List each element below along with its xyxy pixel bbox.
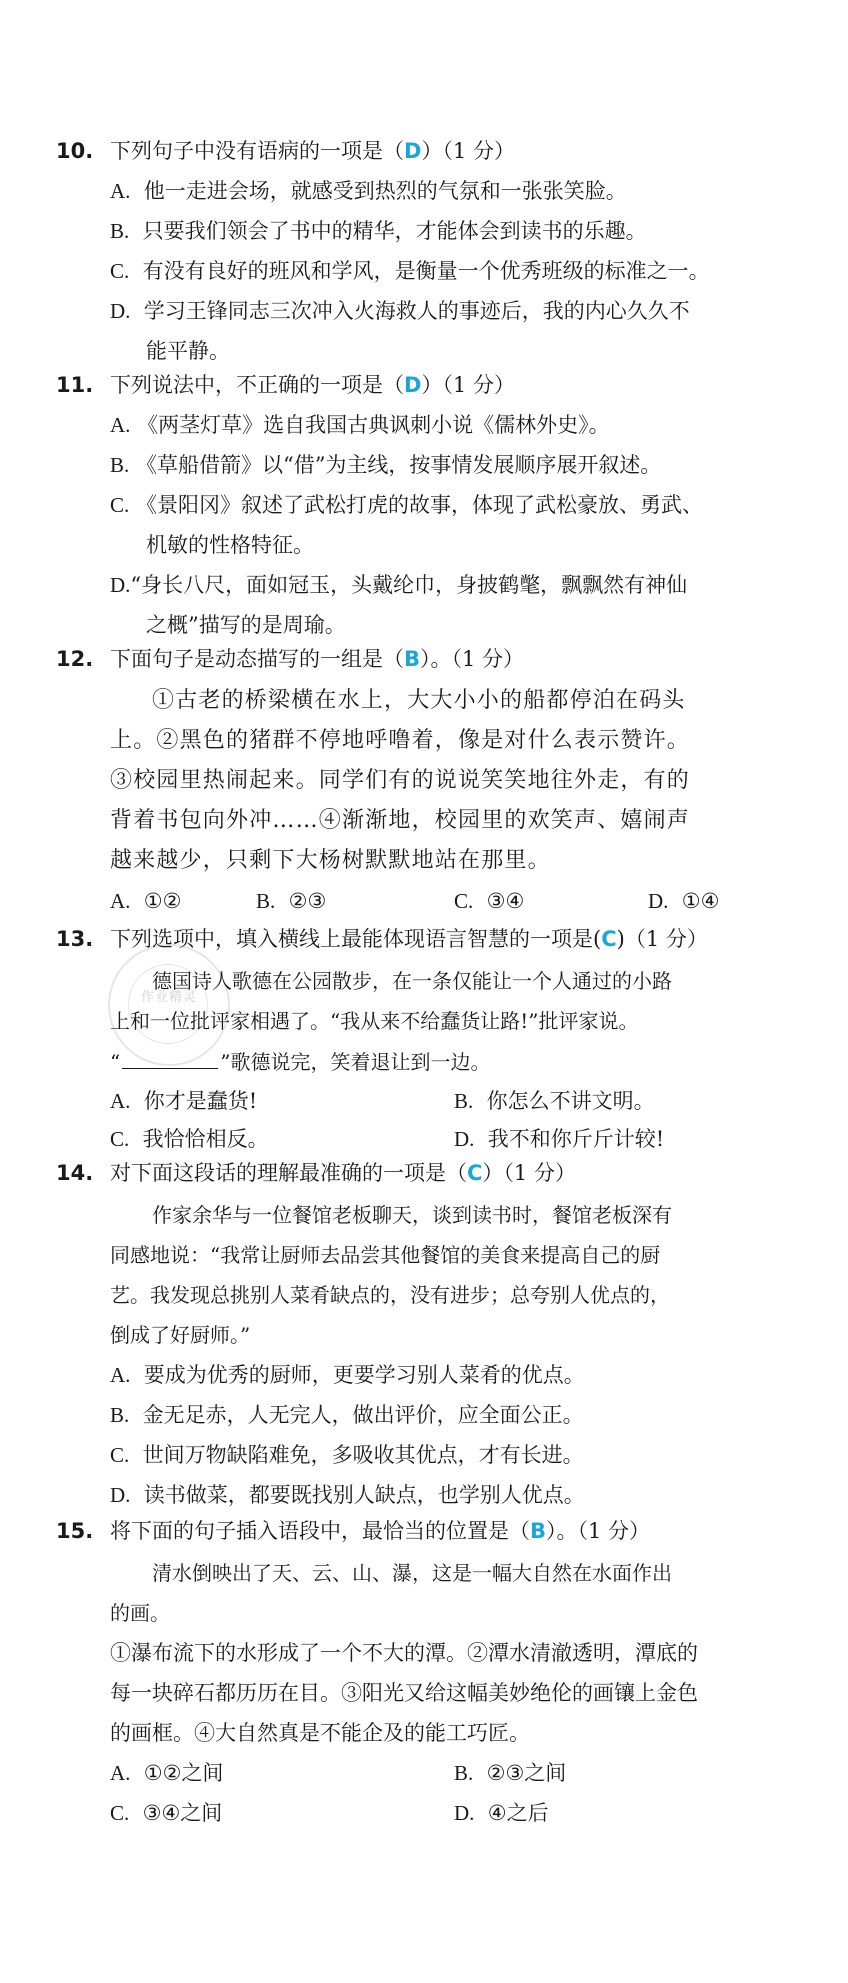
question-10-option-d-cont: 能平静。 xyxy=(146,339,230,363)
question-11-stem xyxy=(110,370,515,400)
question-13-option-b xyxy=(454,1086,655,1116)
question-15-passage-line-3: 的画框。④大自然真是不能企及的能工巧匠。 xyxy=(110,1721,530,1745)
answer-mark: C xyxy=(601,927,617,951)
question-12-passage-line-3: ③校园里热闹起来。同学们有的说说笑笑地往外走，有的 xyxy=(110,768,691,793)
option-label: C. xyxy=(110,259,130,283)
option-label: C. xyxy=(454,889,474,913)
option-text: ③④之间 xyxy=(142,1801,223,1825)
option-label: C. xyxy=(110,1443,130,1467)
question-10-option-c xyxy=(110,256,710,286)
open-quote: “ xyxy=(110,1050,121,1074)
option-text: 《草船借箭》以“借”为主线，按事情发展顺序展开叙述。 xyxy=(135,453,662,477)
question-13-passage-line-1: 德国诗人歌德在公园散步，在一条仅能让一个人通过的小路 xyxy=(152,969,672,993)
score-text: ）。（1 分） xyxy=(546,1519,651,1543)
option-text: ③④ xyxy=(486,889,525,913)
option-label: B. xyxy=(110,1403,130,1427)
question-14-passage-line-2: 同感地说：“我常让厨师去品尝其他餐馆的美食来提高自己的厨 xyxy=(110,1243,661,1267)
question-11-option-d xyxy=(110,570,687,600)
option-label: A. xyxy=(110,413,131,437)
option-label: D. xyxy=(110,1483,131,1507)
score-text: ）（1 分） xyxy=(482,1161,576,1185)
option-text: ②③之间 xyxy=(486,1761,567,1785)
option-text: 只要我们领会了书中的精华，才能体会到读书的乐趣。 xyxy=(142,219,647,243)
question-12-passage-line-1: ①古老的桥梁横在水上，大大小小的船都停泊在码头 xyxy=(152,688,686,713)
question-15-insert-line-2: 的画。 xyxy=(110,1601,170,1625)
option-label: B. xyxy=(454,1089,474,1113)
question-10-option-a xyxy=(110,176,627,206)
stem-text: 下面句子是动态描写的一组是（ xyxy=(110,647,404,671)
passage-text: ”歌德说完，笑着退让到一边。 xyxy=(220,1050,491,1074)
question-13-stem xyxy=(110,924,708,954)
score-text: ）（1 分） xyxy=(421,373,515,397)
question-15-insert-line-1: 清水倒映出了天、云、山、瀑，这是一幅大自然在水面作出 xyxy=(152,1561,672,1585)
stem-text: 下列选项中，填入横线上最能体现语言智慧的一项是( xyxy=(110,927,602,951)
question-15-option-d xyxy=(454,1798,549,1828)
question-12-option-d xyxy=(648,886,719,916)
question-14-option-c xyxy=(110,1440,584,1470)
question-11-option-c-cont: 机敏的性格特征。 xyxy=(146,533,314,557)
score-text: ）（1 分） xyxy=(421,139,515,163)
option-text: ①②之间 xyxy=(143,1761,224,1785)
question-10-number: 10. xyxy=(56,139,94,163)
option-text: 读书做菜，都要既找别人缺点，也学别人优点。 xyxy=(143,1483,585,1507)
stem-text: 将下面的句子插入语段中，最恰当的位置是（ xyxy=(110,1519,530,1543)
option-label: A. xyxy=(110,889,131,913)
question-11-option-c xyxy=(110,490,703,520)
question-14-passage-line-4: 倒成了好厨师。” xyxy=(110,1323,251,1347)
score-text: )（1 分） xyxy=(616,927,708,951)
question-12-option-a xyxy=(110,886,181,916)
question-14-number: 14. xyxy=(56,1161,94,1185)
option-label: C. xyxy=(110,1801,130,1825)
question-13-number: 13. xyxy=(56,927,94,951)
question-12-passage-line-5: 越来越少，只剩下大杨树默默地站在那里。 xyxy=(110,848,551,873)
option-text: ①② xyxy=(143,889,182,913)
option-text: ④之后 xyxy=(487,1801,549,1825)
answer-mark: D xyxy=(404,373,422,397)
stem-text: 下列说法中，不正确的一项是（ xyxy=(110,373,404,397)
answer-mark: B xyxy=(530,1519,547,1543)
question-15-option-b xyxy=(454,1758,566,1788)
question-15-passage-line-1: ①瀑布流下的水形成了一个不大的潭。②潭水清澈透明，潭底的 xyxy=(110,1641,698,1665)
question-11-option-a xyxy=(110,410,610,440)
option-text: 《两茎灯草》选自我国古典讽刺小说《儒林外史》。 xyxy=(137,413,610,437)
answer-mark: C xyxy=(467,1161,483,1185)
question-13-option-a xyxy=(110,1086,257,1116)
question-13-passage-line-3 xyxy=(110,1046,490,1076)
option-label: B. xyxy=(256,889,276,913)
watermark-text: 作业精灵 xyxy=(140,990,197,1005)
option-label: B. xyxy=(454,1761,474,1785)
option-label: B. xyxy=(110,453,130,477)
question-13-option-d xyxy=(454,1124,664,1154)
question-10-option-d xyxy=(110,296,690,326)
question-11-option-b xyxy=(110,450,661,480)
question-11-option-d-cont: 之概”描写的是周瑜。 xyxy=(146,613,346,637)
stem-text: 对下面这段话的理解最准确的一项是（ xyxy=(110,1161,467,1185)
option-label: A. xyxy=(110,1761,131,1785)
question-15-number: 15. xyxy=(56,1519,94,1543)
question-14-option-d xyxy=(110,1480,585,1510)
option-label: C. xyxy=(110,493,130,517)
question-12-option-b xyxy=(256,886,326,916)
option-text: 我不和你斤斤计较! xyxy=(487,1127,665,1151)
question-12-stem xyxy=(110,644,524,674)
option-text: 有没有良好的班风和学风，是衡量一个优秀班级的标准之一。 xyxy=(142,259,710,283)
question-14-stem xyxy=(110,1158,576,1188)
option-label: D. xyxy=(454,1127,475,1151)
option-label: A. xyxy=(110,1089,131,1113)
option-label: D. xyxy=(110,573,131,597)
option-label: B. xyxy=(110,219,130,243)
option-text: 你怎么不讲文明。 xyxy=(486,1089,655,1113)
fill-blank xyxy=(122,1046,218,1069)
answer-mark: B xyxy=(404,647,421,671)
question-10-stem xyxy=(110,136,515,166)
option-label: D. xyxy=(110,299,131,323)
option-text: 世间万物缺陷难免，多吸收其优点，才有长进。 xyxy=(142,1443,584,1467)
question-11-number: 11. xyxy=(56,373,94,397)
question-12-option-c xyxy=(454,886,524,916)
question-13-option-c xyxy=(110,1124,269,1154)
option-text: 他一走进会场，就感受到热烈的气氛和一张张笑脸。 xyxy=(143,179,627,203)
question-15-passage-line-2: 每一块碎石都历历在目。③阳光又给这幅美妙绝伦的画镶上金色 xyxy=(110,1681,698,1705)
question-15-option-a xyxy=(110,1758,223,1788)
score-text: ）。（1 分） xyxy=(420,647,525,671)
question-14-option-a xyxy=(110,1360,585,1390)
option-text: 学习王锋同志三次冲入火海救人的事迹后，我的内心久久不 xyxy=(143,299,690,323)
option-label: C. xyxy=(110,1127,130,1151)
question-12-passage-line-4: 背着书包向外冲……④渐渐地，校园里的欢笑声、嬉闹声 xyxy=(110,808,691,833)
option-text: ②③ xyxy=(288,889,327,913)
question-15-stem xyxy=(110,1516,650,1546)
question-14-passage-line-1: 作家余华与一位餐馆老板聊天，谈到读书时，餐馆老板深有 xyxy=(152,1203,672,1227)
option-text: ①④ xyxy=(681,889,720,913)
option-text: 要成为优秀的厨师，更要学习别人菜肴的优点。 xyxy=(143,1363,585,1387)
option-label: A. xyxy=(110,1363,131,1387)
stem-text: 下列句子中没有语病的一项是（ xyxy=(110,139,404,163)
option-label: A. xyxy=(110,179,131,203)
answer-mark: D xyxy=(404,139,422,163)
question-14-passage-line-3: 艺。我发现总挑别人菜肴缺点的，没有进步；总夸别人优点的， xyxy=(110,1283,670,1307)
option-label: D. xyxy=(648,889,669,913)
option-label: D. xyxy=(454,1801,475,1825)
option-text: 我恰恰相反。 xyxy=(142,1127,269,1151)
question-12-number: 12. xyxy=(56,647,94,671)
option-text: 金无足赤，人无完人，做出评价，应全面公正。 xyxy=(142,1403,584,1427)
option-text: “身长八尺，面如冠玉，头戴纶巾，身披鹤氅，飘飘然有神仙 xyxy=(130,573,688,597)
option-text: 《景阳冈》叙述了武松打虎的故事，体现了武松豪放、勇武、 xyxy=(135,493,703,517)
option-text: 你才是蠢货! xyxy=(143,1089,258,1113)
question-12-passage-line-2: 上。②黑色的猪群不停地呼噜着，像是对什么表示赞许。 xyxy=(110,728,691,753)
question-14-option-b xyxy=(110,1400,584,1430)
question-10-option-b xyxy=(110,216,647,246)
question-13-passage-line-2: 上和一位批评家相遇了。“我从来不给蠢货让路!”批评家说。 xyxy=(110,1009,639,1033)
question-15-option-c xyxy=(110,1798,222,1828)
